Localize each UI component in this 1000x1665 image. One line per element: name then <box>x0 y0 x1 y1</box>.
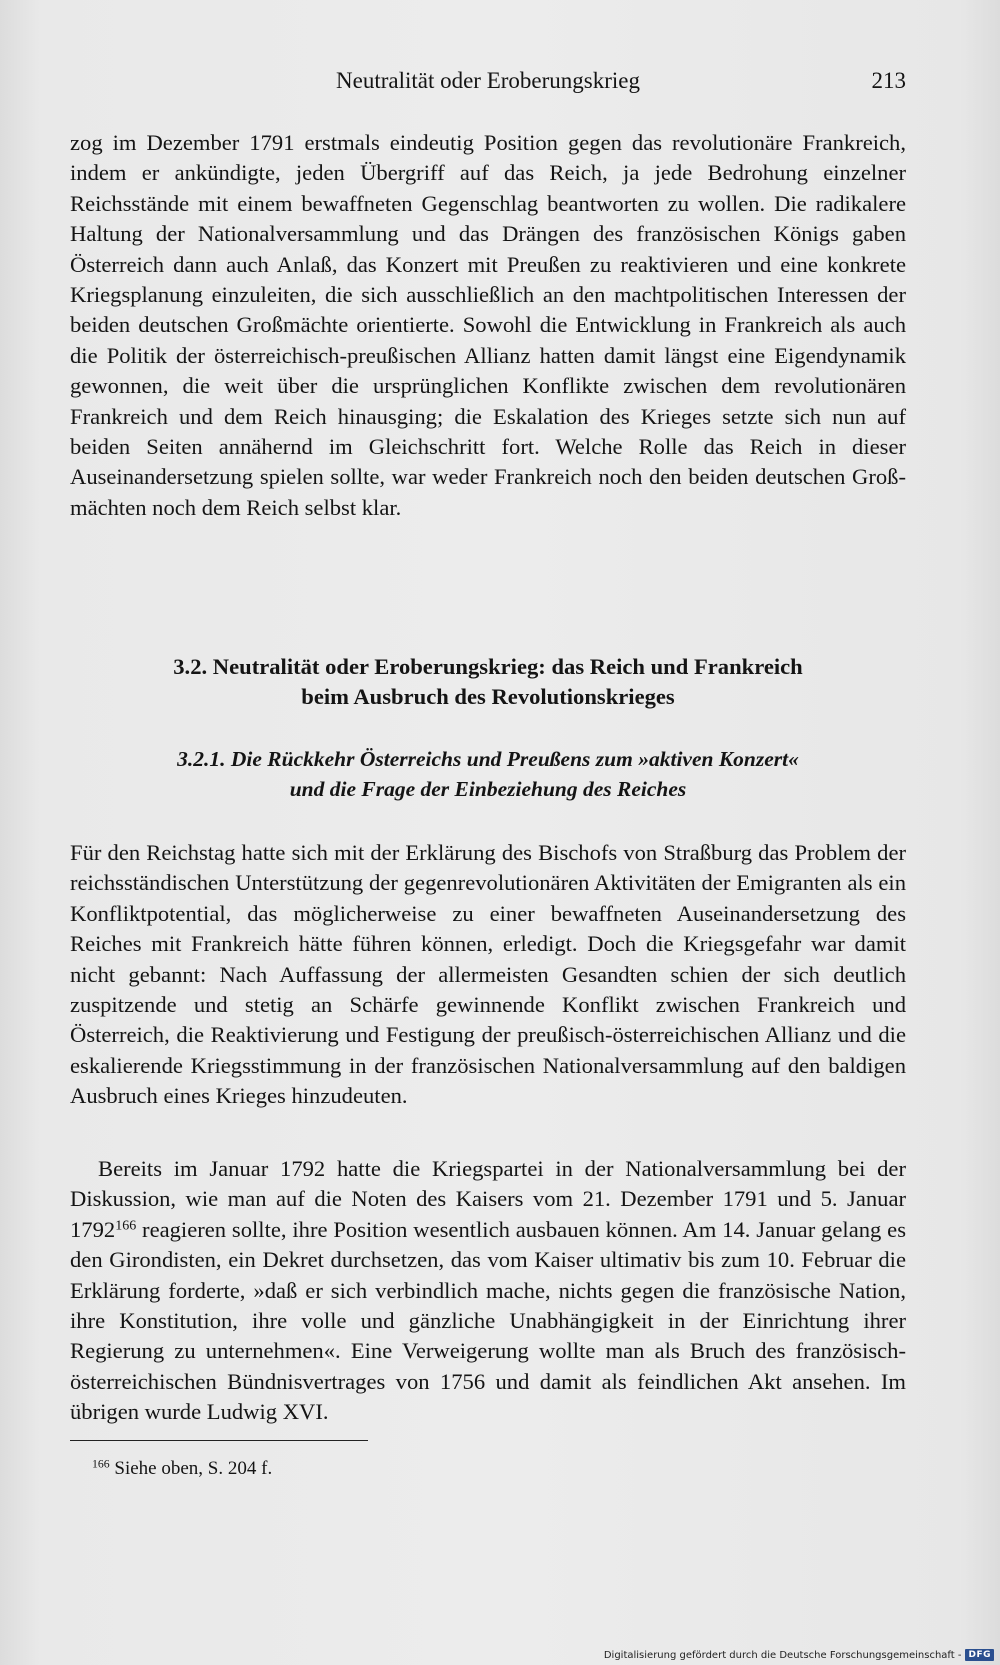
dfg-logo-icon: DFG <box>965 1649 994 1661</box>
subsection-heading <box>70 744 906 804</box>
paragraph-1: zog im Dezember 1791 erstmals eindeutig Position gegen das revolutionäre Frankreich, indem er ankündigte, jeden Übergriff auf das Reich, ja jede Bedrohung einzelner Reichsstände mit einem bewaffneten Gegenschlag beantworten zu wollen. Die radikalere Haltung der Nationalversammlung und das Drängen des französischen Königs gaben Österreich dann auch Anlaß, das Konzert mit Preußen zu reaktivieren und eine konkrete Kriegsplanung einzuleiten, die sich ausschließlich an den machtpolitischen Interessen der beiden deutschen Großmächte orientierte. Sowohl die Entwicklung in Frankreich als auch die Politik der österreichisch-preußischen Allianz hatten damit längst eine Eigendynamik gewonnen, die weit über die ursprünglichen Konflikte zwischen dem revolutionären Frankreich und dem Reich hinausging; die Eskalation des Krieges setzte sich nun auf beiden Seiten annähernd im Gleichschritt fort. Welche Rolle das Reich in dieser Auseinandersetzung spielen sollte, war weder Frankreich noch den beiden deutschen Großmächten noch dem Reich selbst klar. <box>70 130 906 520</box>
subsection-heading-line-2: und die Frage der Einbeziehung des Reiches <box>289 777 687 801</box>
footnote-reference[interactable]: 166 <box>115 1218 137 1234</box>
footnote-divider <box>70 1440 368 1441</box>
paragraph-2: Für den Reichstag hatte sich mit der Erklärung des Bischofs von Straßburg das Problem der reichsständischen Unterstützung der gegenrevolutionären Aktivitäten der Emigranten als ein Konfliktpotential, das möglicherweise zu einer bewaffneten Auseinandersetzung des Reiches mit Frankreich hätte führen können, erledigt. Doch die Kriegsgefahr war damit nicht gebannt: Nach Auffassung der allermeisten Gesandten schien der sich deutlich zuspitzende und stetig an Schärfe gewinnende Konflikt zwischen Frankreich und Österreich, die Reaktivierung und Festigung der preußisch-österreichischen Allianz und die eskalierende Kriegsstimmung in der französischen Nationalversammlung auf den baldigen Ausbruch eines Krieges hinzudeuten. <box>70 840 906 1109</box>
running-title: Neutralität oder Eroberungskrieg <box>336 68 640 93</box>
paragraph-3 <box>70 1154 906 1428</box>
section-heading-line-2: beim Ausbruch des Revolutionskrieges <box>301 684 675 709</box>
digitization-credit <box>604 1649 994 1661</box>
paragraph-3-part-1: Bereits im Januar 1792 hatte die Kriegspartei in der Nationalversammlung bei der Diskussion, wie man auf die Noten des Kaisers vom 21. Dezember 1791 und 5. Januar 1792 <box>70 1156 906 1242</box>
footnote-text: Siehe oben, S. 204 f. <box>109 1458 273 1479</box>
section-heading <box>70 652 906 712</box>
subsection-heading-line-1: 3.2.1. Die Rückkehr Österreichs und Preußens zum »aktiven Konzert« <box>177 747 799 771</box>
running-head <box>70 68 906 108</box>
footnote <box>92 1456 272 1482</box>
section-heading-line-1: 3.2. Neutralität oder Eroberungskrieg: das Reich und Frankreich <box>173 654 803 679</box>
page-number: 213 <box>871 68 906 93</box>
footnote-number: 166 <box>92 1457 110 1471</box>
paragraph-3-part-2: reagieren sollte, ihre Position wesentlich ausbauen können. Am 14. Januar gelang es den Girondisten, ein Dekret durchsetzen, das vom Kaiser ultimativ bis zum 10. Februar die Erklärung forderte, »daß er sich verbindlich mache, nichts gegen die französische Nation, ihre Konstitution, ihre volle und gänzliche Unabhängigkeit in der Einrichtung ihrer Regierung zu unternehmen«. Eine Verweigerung wollte man als Bruch des französisch-österreichischen Bündnisvertrages von 1756 und damit als feindlichen Akt ansehen. Im übrigen wurde Ludwig XVI. <box>70 1216 906 1425</box>
credit-text: Digitalisierung gefördert durch die Deutsche Forschungsgemeinschaft - <box>603 1649 962 1661</box>
